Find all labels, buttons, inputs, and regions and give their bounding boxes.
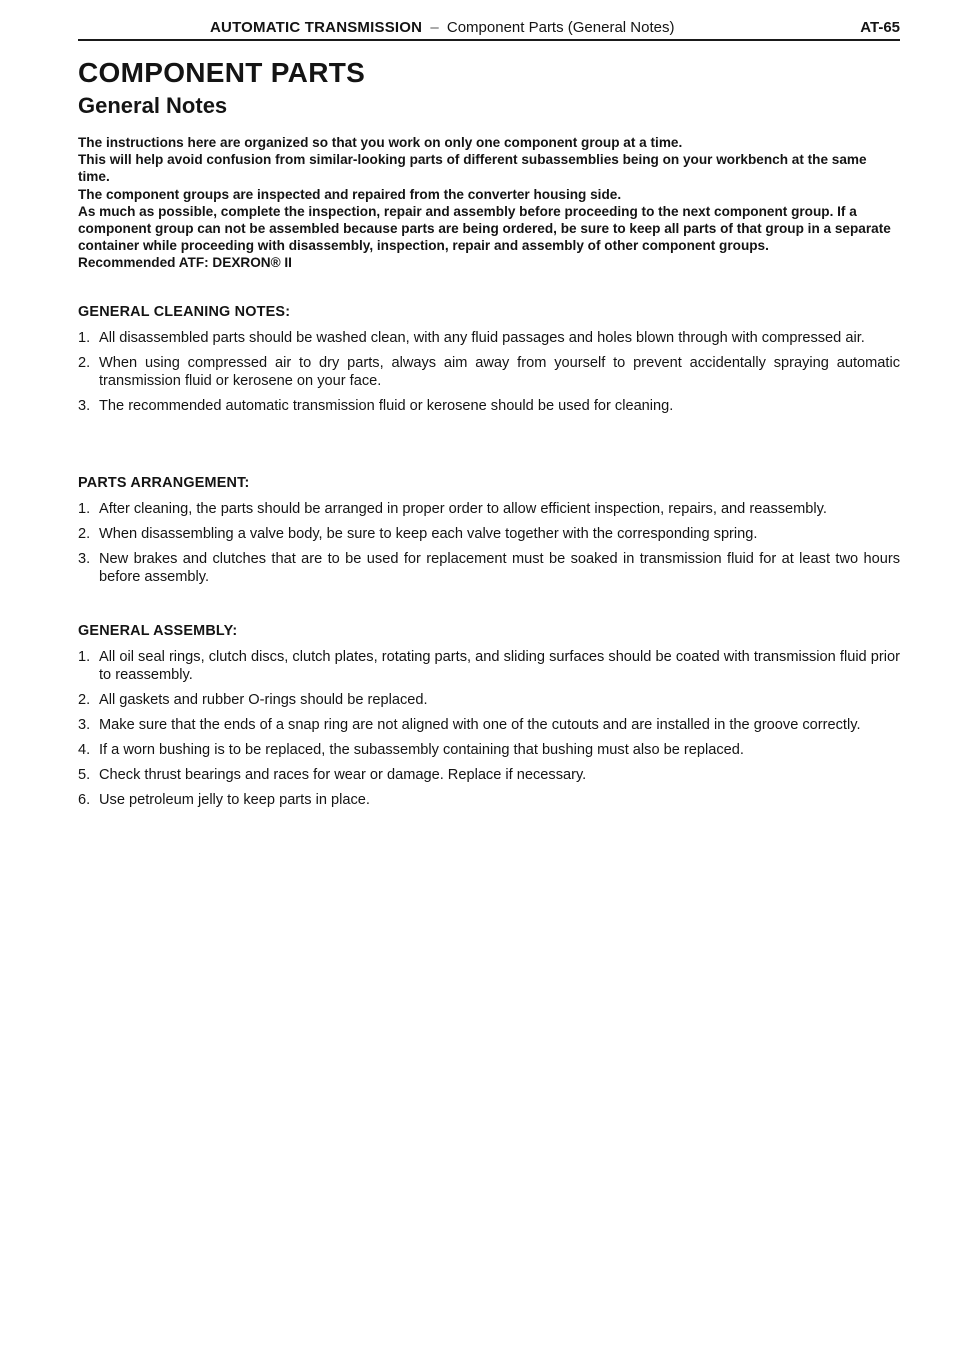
header-section-name: AUTOMATIC TRANSMISSION (210, 19, 423, 36)
list-item (78, 397, 900, 415)
item-text: Use petroleum jelly to keep parts in place. (99, 792, 370, 808)
item-text: If a worn bushing is to be replaced, the subassembly containing that bushing must also be replaced. (99, 742, 744, 758)
intro-paragraph: The component groups are inspected and repaired from the converter housing side. (78, 186, 622, 202)
item-text: The recommended automatic transmission fluid or kerosene should be used for cleaning. (99, 398, 674, 414)
item-number: 1. (78, 330, 91, 346)
section-heading: GENERAL CLEANING NOTES: (78, 304, 291, 320)
item-text: When disassembling a valve body, be sure to keep each valve together with the corresponding spring. (99, 526, 758, 542)
header-rule (78, 39, 900, 41)
item-text: All oil seal rings, clutch discs, clutch plates, rotating parts, and sliding surfaces should be coated with transmission fluid prior to reassembly. (99, 649, 900, 683)
item-number: 2. (78, 526, 91, 542)
item-number: 2. (78, 692, 91, 708)
list-item (78, 550, 900, 586)
running-header (78, 18, 900, 38)
list-item (78, 354, 900, 390)
list-item (78, 329, 900, 347)
section-general-assembly (78, 622, 900, 816)
numbered-list (78, 329, 900, 415)
item-number: 6. (78, 792, 91, 808)
list-item (78, 500, 900, 518)
item-number: 1. (78, 649, 91, 665)
item-number: 2. (78, 355, 91, 371)
item-number: 5. (78, 767, 91, 783)
section-parts-arrangement (78, 474, 900, 593)
item-number: 3. (78, 717, 91, 733)
recommended-atf: Recommended ATF: DEXRON® II (78, 255, 292, 271)
item-text: When using compressed air to dry parts, always aim away from yourself to prevent accidentally spraying automatic transmission fluid or kerosene on your face. (99, 355, 900, 389)
item-text: After cleaning, the parts should be arranged in proper order to allow efficient inspection, repairs, and reassembly. (99, 501, 827, 517)
item-number: 3. (78, 398, 91, 414)
numbered-list (78, 648, 900, 809)
item-text: All disassembled parts should be washed clean, with any fluid passages and holes blown through with compressed air. (99, 330, 865, 346)
item-text: New brakes and clutches that are to be used for replacement must be soaked in transmission fluid for at least two hours before assembly. (99, 551, 900, 585)
section-heading: PARTS ARRANGEMENT: (78, 475, 250, 491)
item-text: All gaskets and rubber O-rings should be replaced. (99, 692, 428, 708)
list-item (78, 525, 900, 543)
page-subtitle: General Notes (78, 93, 228, 118)
page-title: COMPONENT PARTS (78, 57, 366, 88)
intro-paragraph: The instructions here are organized so that you work on only one component group at a time. (78, 135, 683, 150)
list-item (78, 791, 900, 809)
intro-paragraphs (78, 134, 900, 272)
item-number: 4. (78, 742, 91, 758)
header-separator: – (430, 19, 439, 36)
item-number: 3. (78, 551, 91, 567)
list-item (78, 648, 900, 684)
list-item (78, 716, 900, 734)
section-general-cleaning-notes (78, 303, 900, 422)
intro-paragraph: This will help avoid confusion from similar-looking parts of different subassemblies being on your workbench at the same time. (78, 152, 867, 185)
header-subsection-name: Component Parts (General Notes) (446, 19, 675, 36)
page-number: AT-65 (860, 19, 900, 36)
item-number: 1. (78, 501, 91, 517)
numbered-list (78, 500, 900, 586)
header-section-title (210, 18, 674, 38)
list-item (78, 691, 900, 709)
list-item (78, 741, 900, 759)
section-heading: GENERAL ASSEMBLY: (78, 623, 238, 639)
item-text: Check thrust bearings and races for wear or damage. Replace if necessary. (99, 767, 587, 783)
list-item (78, 766, 900, 784)
intro-paragraph: As much as possible, complete the inspection, repair and assembly before proceeding to the next component group. If a component group can not be assembled because parts are being ordered, be sure to keep all parts of that group in a separate container while proceeding with disassembly, inspection, repair and assembly of other component groups. (78, 203, 891, 254)
item-text: Make sure that the ends of a snap ring are not aligned with one of the cutouts and are installed in the groove correctly. (99, 717, 861, 733)
